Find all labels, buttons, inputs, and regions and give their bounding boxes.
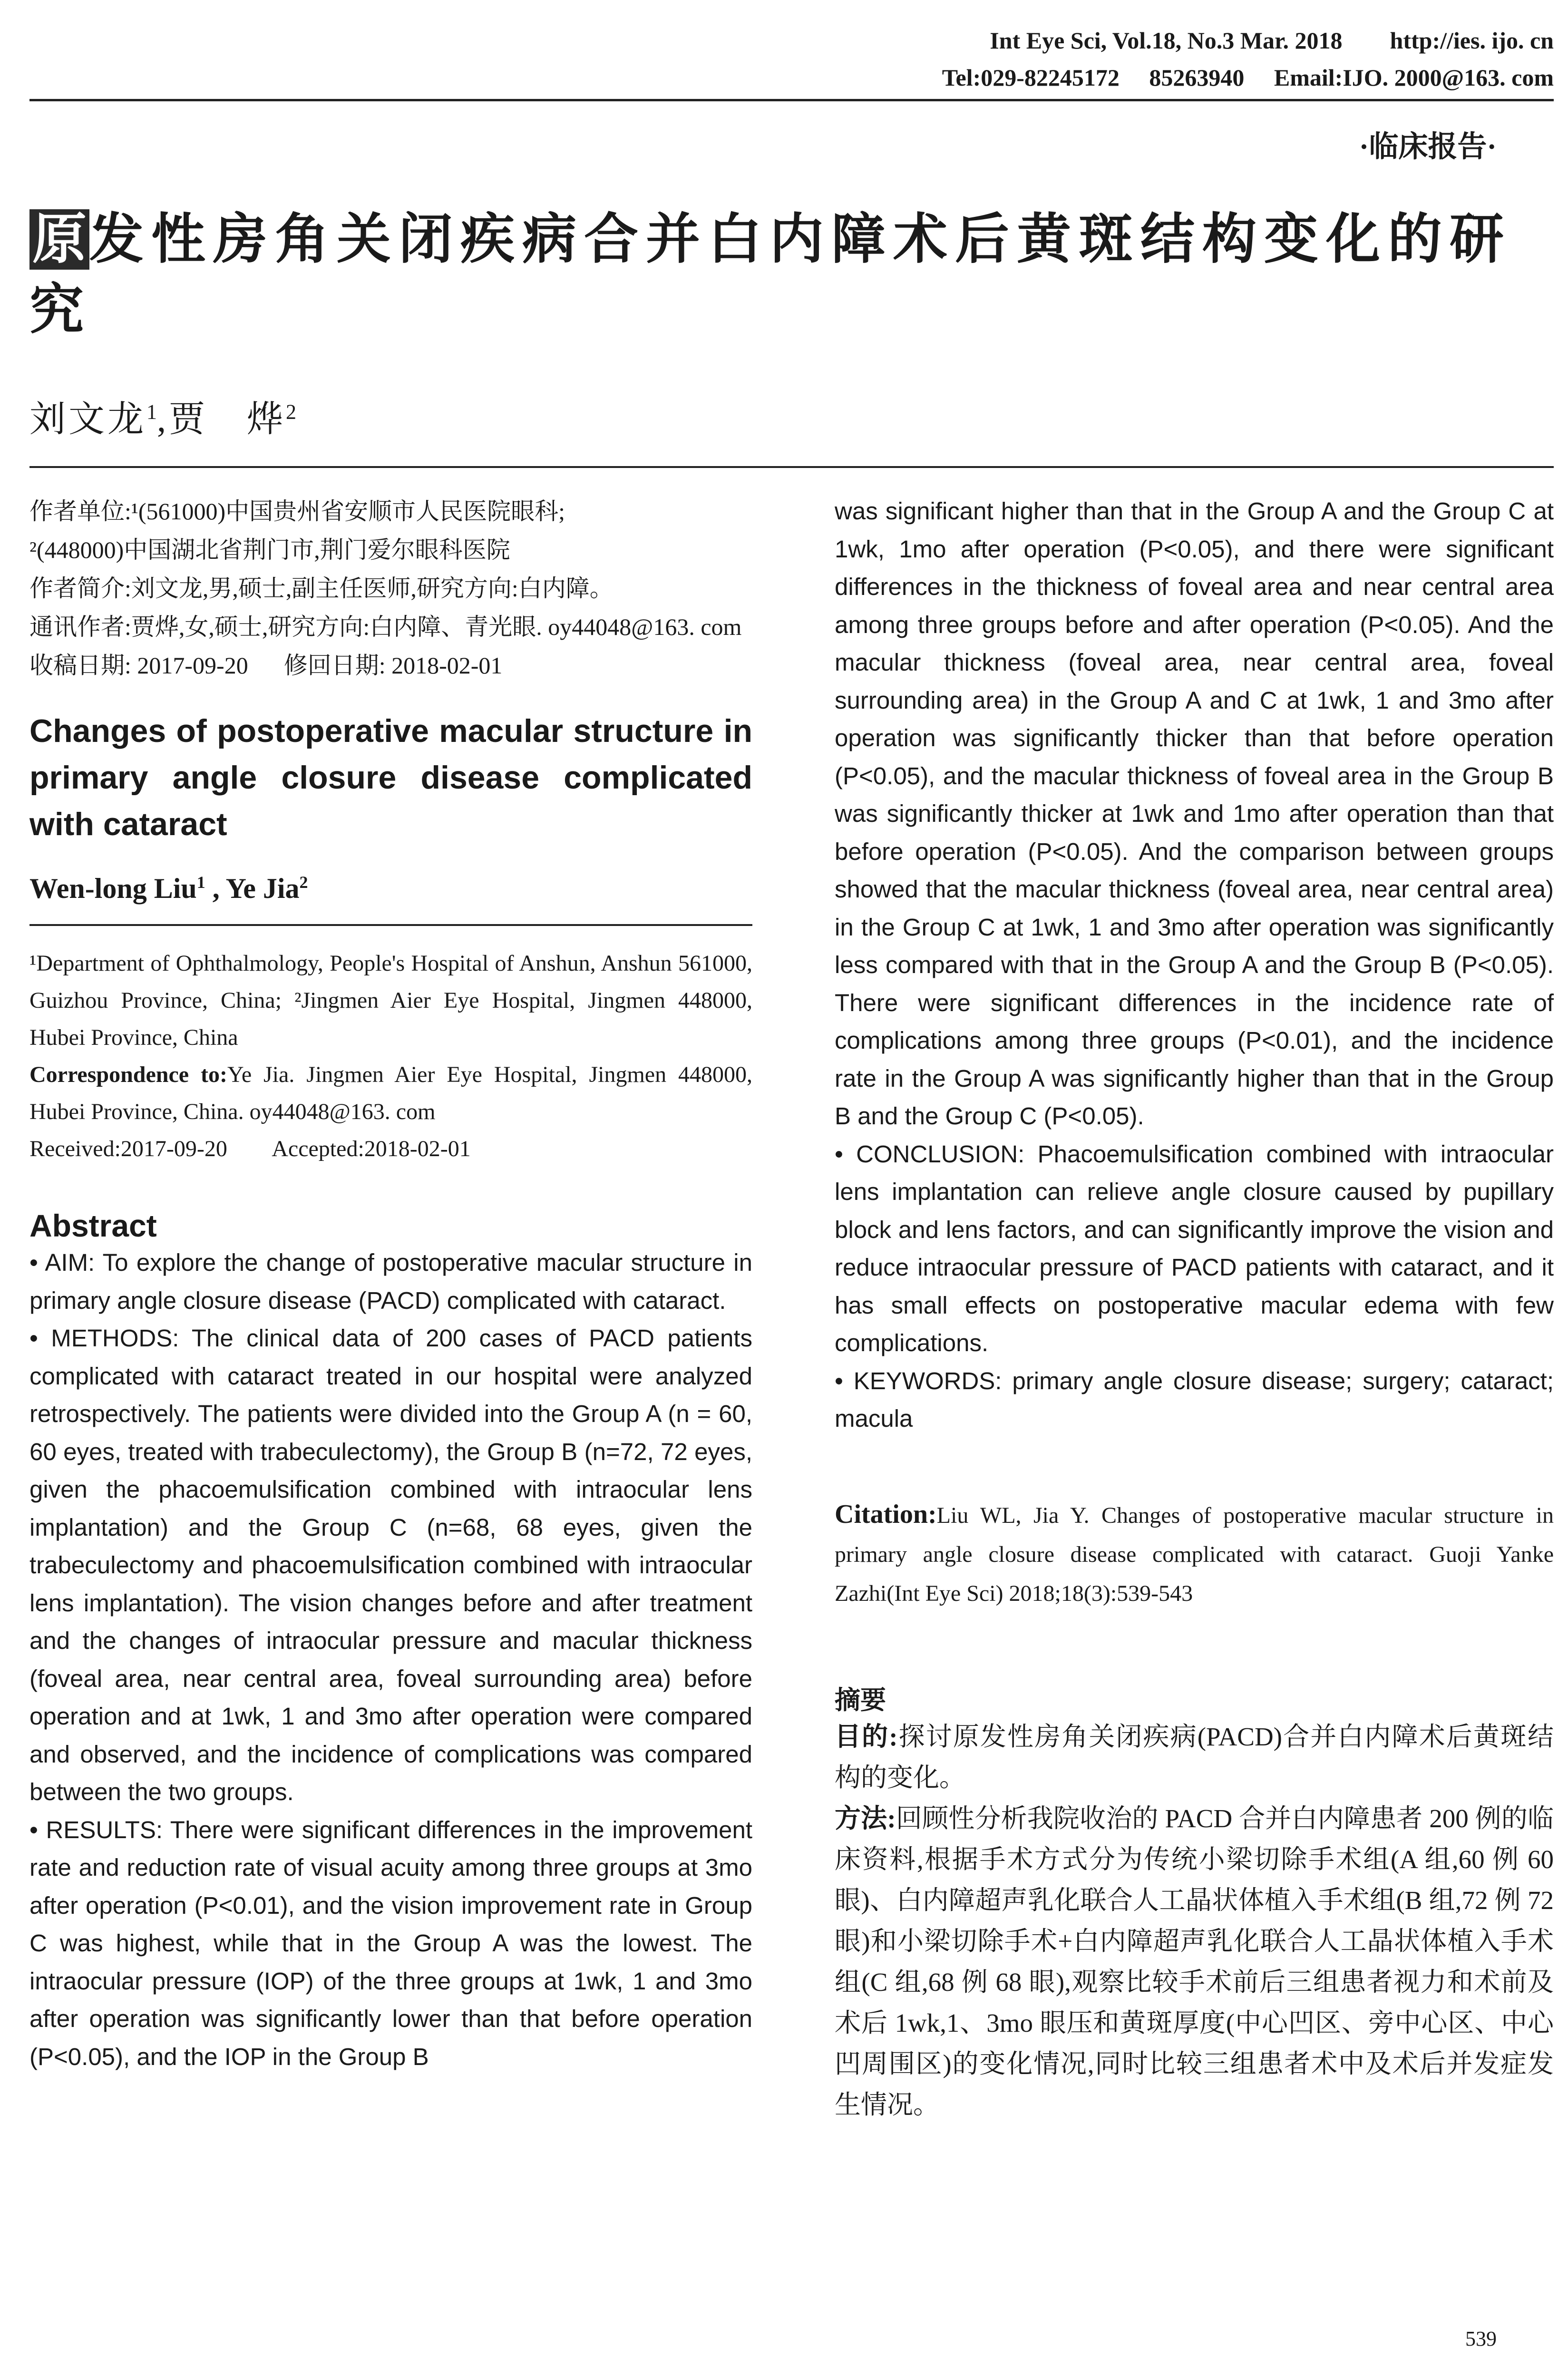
right-column [835,492,1554,2125]
cn-affiliation-1: 作者单位:¹(561000)中国贵州省安顺市人民医院眼科; [29,498,565,525]
author-en-1: Wen-long Liu [29,873,197,904]
author-en-2-sup: 2 [299,873,308,892]
authors-en [29,872,752,905]
abstract-heading: Abstract [29,1208,157,1243]
abstract-keywords: • KEYWORDS: primary angle closure disease; surgery; cataract; macula [835,1367,1554,1432]
authors-divider [29,924,752,926]
page-number: 539 [1465,2327,1497,2350]
cn-methods-label: 方法: [835,1803,896,1833]
citation-text: Liu WL, Jia Y. Changes of postoperative macular structure in primary angle closure disease complicated with cataract. Guoji Yanke Zazhi(Int Eye Sci) 2018;18(3):539-543 [835,1502,1554,1606]
article-title-en: Changes of postoperative macular structure in primary angle closure disease complicated with cataract [29,713,752,842]
header-divider [29,99,1554,101]
affiliation-en [29,945,752,1168]
cn-aim-text: 探讨原发性房角关闭疾病(PACD)合并白内障术后黄斑结构的变化。 [835,1722,1554,1792]
correspondence-en-text: Ye Jia. Jingmen Aier Eye Hospital, Jingmen 448000, Hubei Province, China. oy44048@163. com [29,1062,753,1124]
cn-abstract-aim [835,1716,1554,1798]
abstract-results-part1: • RESULTS: There were significant differences in the improvement rate and reduction rate of visual acuity among three groups at 3mo after operation (P<0.01), and the vision improvement rate in Group C was highest, while that in the Group A was the lowest. The intraocular pressure (IOP) of the three groups at 1wk, 1 and 3mo after operation was significantly lower than that before operation (P<0.05), and the IOP in the Group B [29,1816,752,2070]
authors-cn [29,390,296,442]
title-rest: 发性房角关闭疾病合并白内障术后黄斑结构变化的研究 [29,209,1512,340]
cn-affiliation-2: ²(448000)中国湖北省荆门市,荆门爱尔眼科医院 [29,536,510,563]
correspondence-en-label: Correspondence to: [29,1062,227,1087]
cn-abstract-methods [835,1798,1554,2125]
journal-citation-header: Int Eye Sci, Vol.18, No.3 Mar. 2018 http://ies. ijo. cn [990,27,1554,54]
dates-en: Received:2017-09-20 Accepted:2018-02-01 [29,1136,471,1161]
citation [835,1495,1554,1613]
abstract-results-part2: was significant higher than that in the Group A and the Group C at 1wk, 1mo after operation (P<0.05), and there were significant differences in the thickness of foveal area and near central area among three groups before and after operation (P<0.05). And the macular thickness (foveal area, near central area, foveal surrounding area) in the Group A and C at 1wk, 1 and 3mo after operation was significantly thicker than that before operation (P<0.05), and the macular thickness of foveal area in the Group B was significantly thicker at 1wk and 1mo after operation than that before operation (P<0.05). And the comparison between groups showed that the macular thickness (foveal area, near central area) in the Group C at 1wk, 1 and 3mo after operation was significantly less compared with that in the Group A and the Group B (P<0.05). There were significant differences in the incidence rate of complications among three groups (P<0.01), and the incidence rate in the Group A was significantly higher than that in the Group B and the Group C (P<0.05). [835,497,1554,1130]
section-label: ·临床报告· [1359,131,1497,163]
affiliation-en-text: ¹Department of Ophthalmology, People's Hospital of Anshun, Anshun 561000, Guizhou Province, China; ²Jingmen Aier Eye Hospital, Jingmen 448000, Hubei Province, China [29,951,752,1050]
author-cn-2: 贾 烨 [169,399,286,439]
abstract-aim: • AIM: To explore the change of postoperative macular structure in primary angle closure disease (PACD) complicated with cataract. [29,1249,752,1314]
cn-bio: 作者简介:刘文龙,男,硕士,副主任医师,研究方向:白内障。 [29,575,614,602]
citation-label: Citation: [835,1499,937,1529]
abstract-conclusion: • CONCLUSION: Phacoemulsification combined with intraocular lens implantation can relieve angle closure caused by pupillary block and lens factors, and can significantly improve the vision and reduce intraocular pressure of PACD patients with cataract, and it has small effects on postoperative macular edema with few complications. [835,1140,1554,1356]
abstract-methods: • METHODS: The clinical data of 200 cases of PACD patients complicated with cataract treated in our hospital were analyzed retrospectively. The patients were divided into the Group A (n = 60, 60 eyes, treated with trabeculectomy), the Group B (n=72, 72 eyes, given the phacoemulsification combined with intraocular lens implantation) and the Group C (n=68, 68 eyes, given the trabeculectomy and phacoemulsification combined with intraocular lens implantation). The vision changes before and after treatment and the changes of intraocular pressure and macular thickness (foveal area, near central area, foveal surrounding area) before operation and at 1wk, 1 and 3mo after operation were compared and observed, and the incidence of complications was compared between the two groups. [29,1325,752,1805]
author-en-2: Ye Jia [225,873,300,904]
author-en-sep: , [205,873,226,904]
title-first-char: 原 [29,209,89,270]
correspondence-en [29,1056,752,1130]
author-cn-1: 刘文龙 [29,399,146,439]
cn-abstract-heading: 摘要 [835,1685,886,1715]
author-cn-2-sup: 2 [286,400,296,424]
article-title-cn [29,205,1551,345]
cn-dates: 收稿日期: 2017-09-20 修回日期: 2018-02-01 [29,652,503,679]
cn-meta [29,492,752,685]
left-column [29,492,752,2075]
cn-correspondence: 通讯作者:贾烨,女,硕士,研究方向:白内障、青光眼. oy44048@163. com [29,614,742,640]
author-en-1-sup: 1 [196,873,205,892]
cn-aim-label: 目的: [835,1722,898,1751]
author-cn-sep: , [157,399,169,439]
cn-methods-text: 回顾性分析我院收治的 PACD 合并白内障患者 200 例的临床资料,根据手术方式分为传统小梁切除手术组(A 组,60 例 60 眼)、白内障超声乳化联合人工晶状体植入手术组(B 组,72 例 72 眼)和小梁切除手术+白内障超声乳化联合人工晶状体植入手术组(C 组,68 例 68 眼),观察比较手术前后三组患者视力和术前及术后 1wk,1、3mo 眼压和黄斑厚度(中心凹区、旁中心区、中心凹周围区)的变化情况,同时比较三组患者术中及术后并发症发生情况。 [835,1803,1554,2119]
title-divider [29,466,1554,468]
journal-contact-header: Tel:029-82245172 85263940 Email:IJO. 2000@163. com [942,64,1554,91]
author-cn-1-sup: 1 [146,400,157,424]
